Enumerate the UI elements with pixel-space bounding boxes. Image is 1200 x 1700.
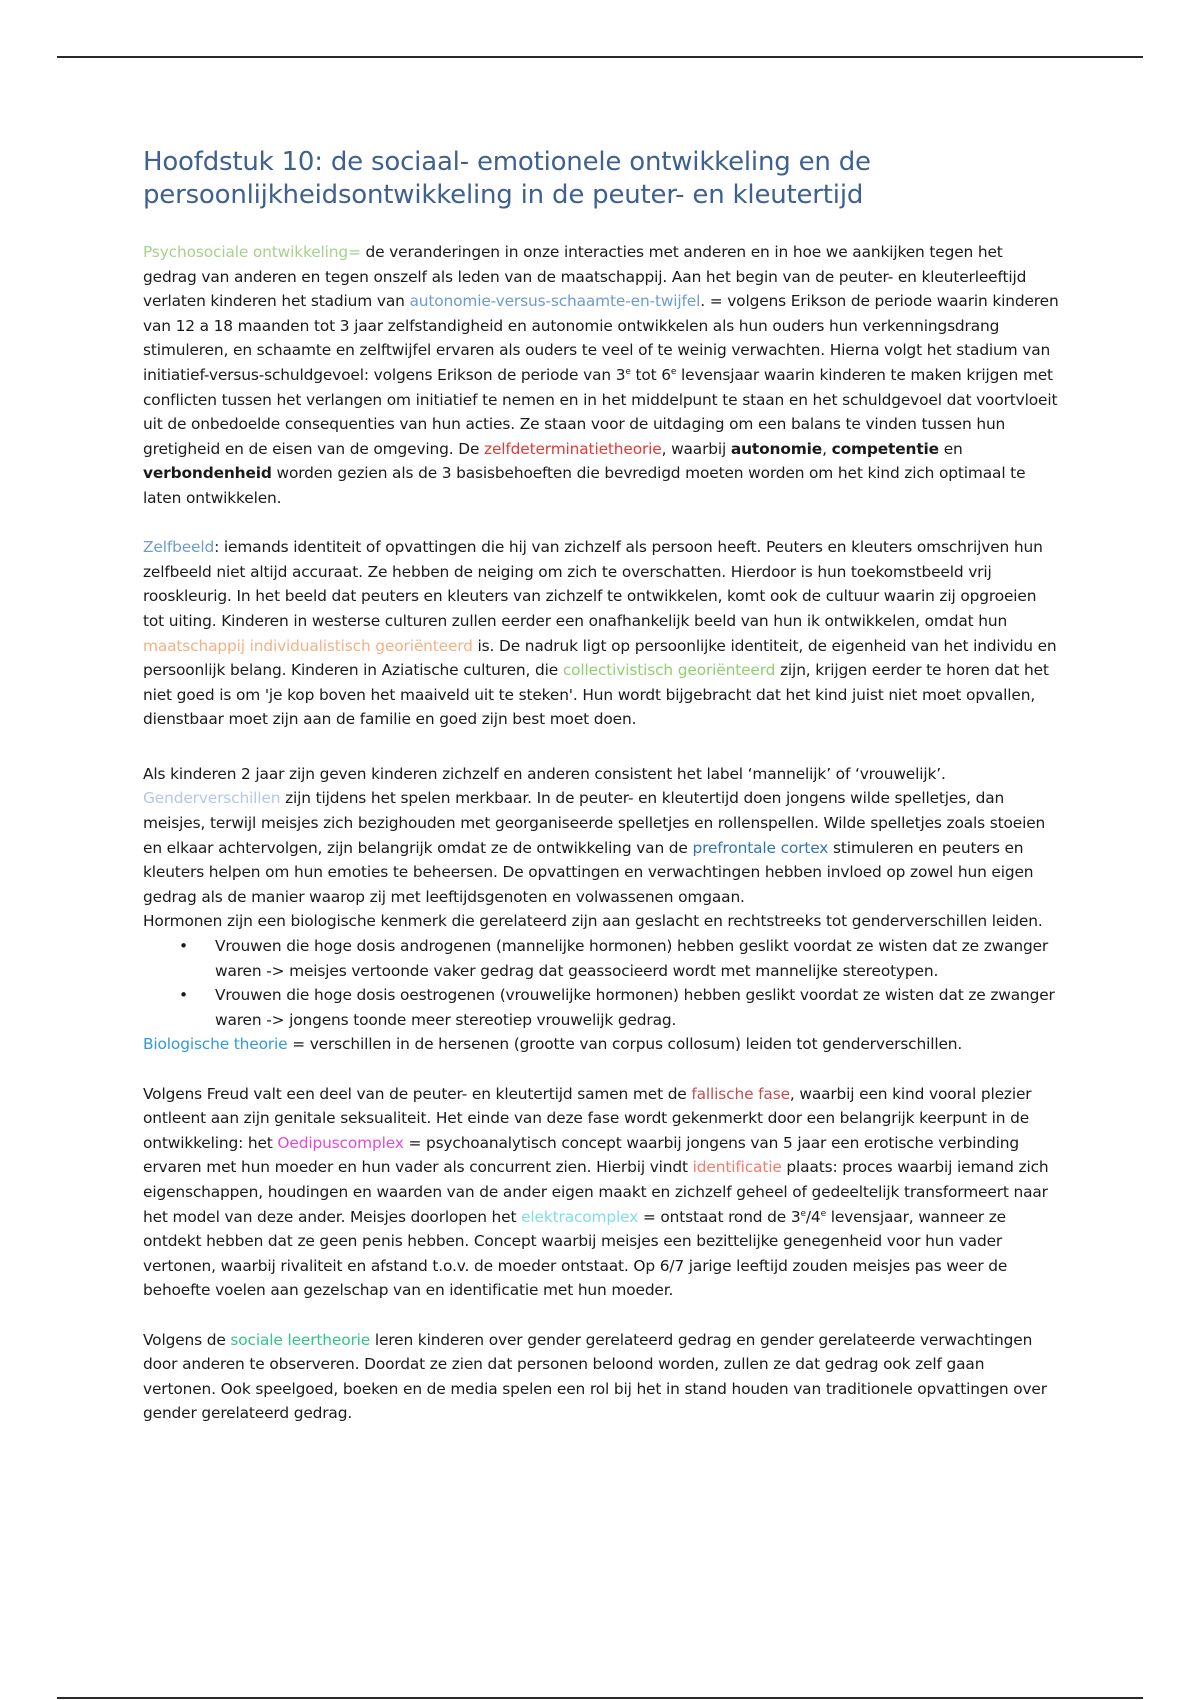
term-identificatie: identificatie [692,1158,782,1177]
term-autonomie-schaamte: autonomie-versus-schaamte-en-twijfel [409,292,701,311]
term-collectivistisch: collectivistisch georiënteerd [562,661,776,680]
term-genderverschillen: Genderverschillen [143,789,281,808]
paragraph-sociale-leertheorie: Volgens de sociale leertheorie leren kinderen over gender gerelateerd gedrag en gender gerelateerde verwachtingen door anderen te observeren. Doordat ze zien dat personen beloond worden, zullen ze dat gedrag ook zelf gaan vertonen. Ook speelgoed, boeken en de media spelen een rol bij het in stand houden van traditionele opvattingen over gender gerelateerd gedrag. [143,1330,1047,1423]
term-zelfbeeld: Zelfbeeld [143,538,215,557]
term-sociale-leertheorie: sociale leertheorie [230,1330,371,1349]
term-individualistisch: maatschappij individualistisch georiënteerd [143,636,473,655]
header-rule [57,56,1143,58]
paragraph-biologische-theorie: Biologische theorie = verschillen in de hersenen (grootte van corpus collosum) leiden tot genderverschillen. [143,1035,963,1054]
paragraph-gender: Als kinderen 2 jaar zijn geven kinderen zichzelf en anderen consistent het label ‘mannelijk’ of ‘vrouwelijk’. Genderverschillen zijn tijdens het spelen merkbaar. In de peuter- en kleutertijd doen jongens wilde spelletjes, dan meisjes, terwijl meisjes zich bezighouden met georganiseerde spelletjes en rollenspellen. Wilde spelletjes zoals stoeien en elkaar achtervolgen, zijn belangrijk omdat ze de ontwikkeling van de prefrontale cortex stimuleren en peuters en kleuters helpen om hun emoties te beheersen. De opvattingen en verwachtingen hebben invloed op zowel hun eigen gedrag als de manier waarop zij met leeftijdsgenoten en volwassenen omgaan. [143,764,1046,906]
bold-competentie: competentie [831,439,939,458]
list-item: • Vrouwen die hoge dosis oestrogenen (vrouwelijke hormonen) hebben geslikt voordat ze wisten dat ze zwanger waren -> jongens toonde meer stereotiep vrouwelijk gedrag. [215,983,1059,1032]
paragraph-psychosocial: Psychosociale ontwikkeling= de veranderingen in onze interacties met anderen en in hoe we aankijken tegen het gedrag van anderen en tegen onszelf als leden van de maatschappij. Aan het begin van de peuter- en kleuterleeftijd verlaten kinderen het stadium van autonomie-versus-schaamte-en-twijfel. = volgens Erikson de periode waarin kinderen van 12 a 18 maanden tot 3 jaar zelfstandigheid en autonomie ontwikkelen als hun ouders hun verkenningsdrang stimuleren, en schaamte en zelftwijfel ervaren als ouders te veel of te weinig verwachten. Hierna volgt het stadium van initiatief-versus-schuldgevoel: volgens Erikson de periode van 3e tot 6e levensjaar waarin kinderen te maken krijgen met conflicten tussen het verlangen om initiatief te nemen en in het middelpunt te staan en het schuldgevoel dat voortvloeit uit de onbedoelde consequenties van hun acties. Ze staan voor de uitdaging om een balans te vinden tussen hun gretigheid en de eisen van de omgeving. De zelfdeterminatietheorie, waarbij autonomie, competentie en verbondenheid worden gezien als de 3 basisbehoeften die bevredigd moeten worden om het kind zich optimaal te laten ontwikkelen. [143,243,1059,507]
term-psychosociale-ontwikkeling: Psychosociale ontwikkeling= [143,243,361,261]
term-elektracomplex: elektracomplex [521,1207,639,1226]
paragraph-hormonen: Hormonen zijn een biologische kenmerk die gerelateerd zijn aan geslacht en rechtstreeks tot genderverschillen leiden. [143,912,1043,931]
bullet-list [143,934,1059,1032]
bold-autonomie: autonomie [730,439,823,458]
paragraph-freud: Volgens Freud valt een deel van de peuter- en kleutertijd samen met de fallische fase, waarbij een kind vooral plezier ontleent aan zijn genitale seksualiteit. Het einde van deze fase wordt gekenmerkt door een belangrijk keerpunt in de ontwikkeling: het Oedipuscomplex = psychoanalytisch concept waarbij jongens van 5 jaar een erotische verbinding ervaren met hun moeder en hun vader als concurrent zien. Hierbij vindt identificatie plaats: proces waarbij iemand zich eigenschappen, houdingen en waarden van de ander eigen maakt en zichzelf geheel of gedeeltelijk transformeert naar het model van deze ander. Meisjes doorlopen het elektracomplex = ontstaat rond de 3e/4e levensjaar, wanneer ze ontdekt hebben dat ze geen penis hebben. Concept waarbij meisjes een bezittelijke genegenheid voor hun vader vertonen, waarbij rivaliteit en afstand t.o.v. de moeder ontstaat. Op 6/7 jarige leeftijd zouden meisjes pas weer de behoefte voelen aan gezelschap van en identificatie met hun moeder. [143,1084,1049,1300]
list-item: • Vrouwen die hoge dosis androgenen (mannelijke hormonen) hebben geslikt voordat ze wisten dat ze zwanger waren -> meisjes vertoonde vaker gedrag dat geassocieerd wordt met mannelijke stereotypen. [215,934,1059,983]
footer-rule [57,1697,1143,1699]
paragraph-zelfbeeld: Zelfbeeld: iemands identiteit of opvattingen die hij van zichzelf als persoon heeft. Peuters en kleuters omschrijven hun zelfbeeld niet altijd accuraat. Ze hebben de neiging om zich te overschatten. Hierdoor is hun toekomstbeeld vrij rooskleurig. In het beeld dat peuters en kleuters van zichzelf te ontwikkelen, komt ook de cultuur waarin zij opgroeien tot uiting. Kinderen in westerse culturen zullen eerder een onafhankelijk beeld van hun ik ontwikkelen, omdat hun maatschappij individualistisch georiënteerd is. De nadruk ligt op persoonlijke identiteit, de eigenheid van het individu en persoonlijk belang. Kinderen in Aziatische culturen, die collectivistisch georiënteerd zijn, krijgen eerder te horen dat het niet goed is om 'je kop boven het maaiveld uit te steken'. Hun wordt bijgebracht dat het kind juist niet moet opvallen, dienstbaar moet zijn aan de familie en goed zijn best moet doen. [143,538,1057,729]
term-biologische-theorie: Biologische theorie [143,1035,288,1054]
bold-verbondenheid: verbondenheid [143,464,272,483]
term-prefrontale-cortex: prefrontale cortex [692,838,829,857]
term-fallische-fase: fallische fase [691,1084,790,1103]
document-body [143,146,1059,1426]
term-oedipuscomplex: Oedipuscomplex [277,1133,404,1152]
chapter-title: Hoofdstuk 10: de sociaal- emotionele ontwikkeling en de persoonlijkheidsontwikkeling in de peuter- en kleutertijd [143,147,871,210]
term-zelfdeterminatietheorie: zelfdeterminatietheorie [484,439,662,458]
